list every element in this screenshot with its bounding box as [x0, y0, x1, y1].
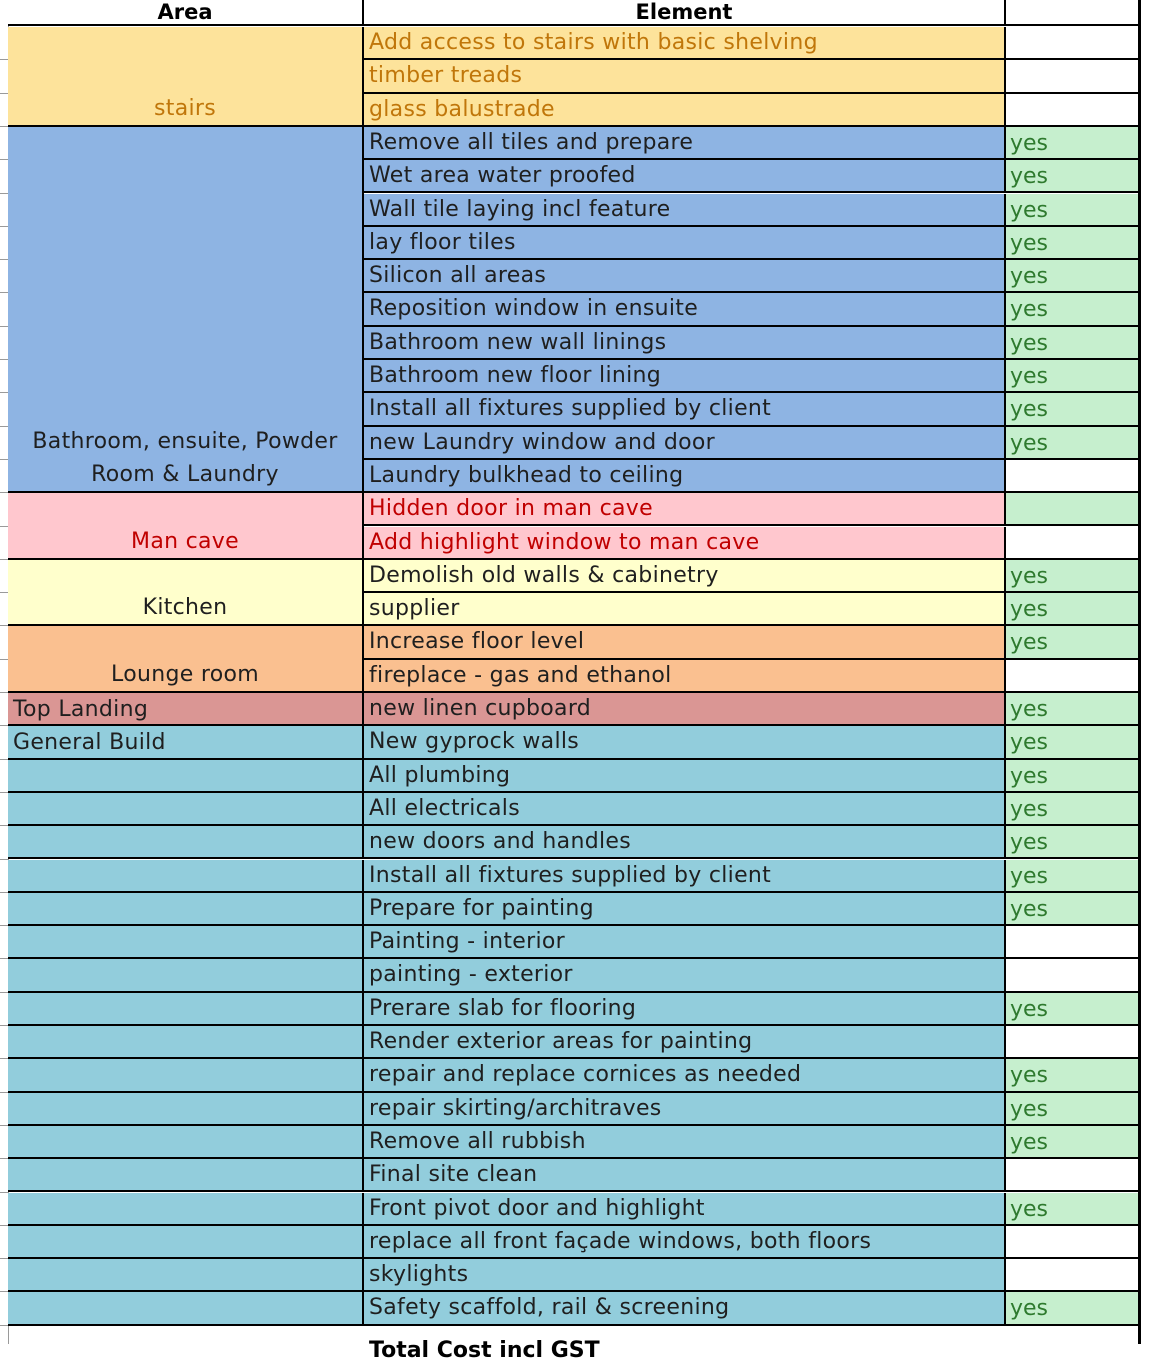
- row-header-tick: [0, 1125, 8, 1126]
- status-cell[interactable]: yes: [1006, 893, 1140, 926]
- row-header-tick: [0, 1058, 8, 1059]
- row-header-tick: [0, 292, 8, 293]
- status-cell[interactable]: yes: [1006, 1059, 1140, 1092]
- element-cell[interactable]: Remove all tiles and prepare: [364, 127, 1006, 160]
- row-header-tick: [0, 492, 8, 493]
- status-cell[interactable]: yes: [1006, 1292, 1140, 1325]
- element-cell[interactable]: Painting - interior: [364, 926, 1006, 959]
- element-cell[interactable]: Bathroom new wall linings: [364, 327, 1006, 360]
- sheet-right-border: [1138, 0, 1141, 1344]
- element-cell[interactable]: All plumbing: [364, 760, 1006, 793]
- element-cell[interactable]: Wet area water proofed: [364, 160, 1006, 193]
- status-cell[interactable]: yes: [1006, 1126, 1140, 1159]
- row-header-tick: [0, 859, 8, 860]
- area-cell-empty[interactable]: [8, 826, 364, 859]
- status-cell[interactable]: yes: [1006, 626, 1140, 659]
- row-header-tick: [0, 359, 8, 360]
- element-cell[interactable]: Render exterior areas for painting: [364, 1026, 1006, 1059]
- area-cell-stairs[interactable]: stairs: [8, 27, 364, 127]
- row-header-tick: [0, 958, 8, 959]
- area-cell-bathroom[interactable]: Bathroom, ensuite, Powder Room & Laundry: [8, 127, 364, 493]
- area-cell-empty[interactable]: [8, 1193, 364, 1226]
- row-header-tick: [0, 193, 8, 194]
- status-cell[interactable]: [1006, 460, 1140, 493]
- row-header-tick: [0, 825, 8, 826]
- element-cell[interactable]: Safety scaffold, rail & screening: [364, 1292, 1006, 1325]
- status-cell[interactable]: yes: [1006, 560, 1140, 593]
- row-header-tick: [0, 392, 8, 393]
- status-cell[interactable]: yes: [1006, 393, 1140, 426]
- status-cell[interactable]: [1006, 60, 1140, 93]
- element-cell[interactable]: Final site clean: [364, 1159, 1006, 1192]
- area-cell-empty[interactable]: [8, 1226, 364, 1259]
- area-cell-empty[interactable]: [8, 1126, 364, 1159]
- element-cell[interactable]: Demolish old walls & cabinetry: [364, 560, 1006, 593]
- element-cell[interactable]: All electricals: [364, 793, 1006, 826]
- row-header-tick: [0, 259, 8, 260]
- row-header-tick: [0, 592, 8, 593]
- row-header-tick: [0, 426, 8, 427]
- row-header-tick: [0, 659, 8, 660]
- element-cell[interactable]: Hidden door in man cave: [364, 493, 1006, 526]
- row-header-tick: [0, 1158, 8, 1159]
- element-cell[interactable]: repair and replace cornices as needed: [364, 1059, 1006, 1092]
- status-cell[interactable]: yes: [1006, 127, 1140, 160]
- total-cost-cell[interactable]: Total Cost incl GST: [369, 1338, 600, 1363]
- row-header-tick: [0, 459, 8, 460]
- element-cell[interactable]: Front pivot door and highlight: [364, 1193, 1006, 1226]
- element-cell[interactable]: Install all fixtures supplied by client: [364, 860, 1006, 893]
- element-cell[interactable]: skylights: [364, 1259, 1006, 1292]
- area-cell-kitchen[interactable]: Kitchen: [8, 560, 364, 627]
- element-cell[interactable]: fireplace - gas and ethanol: [364, 660, 1006, 693]
- row-header-tick: [0, 326, 8, 327]
- status-cell[interactable]: yes: [1006, 427, 1140, 460]
- row-header-tick: [0, 1225, 8, 1226]
- element-cell[interactable]: Prerare slab for flooring: [364, 993, 1006, 1026]
- row-header-tick: [0, 759, 8, 760]
- status-cell[interactable]: [1006, 959, 1140, 992]
- row-header-tick: [0, 692, 8, 693]
- column-header-area[interactable]: Area: [8, 0, 364, 26]
- status-cell[interactable]: yes: [1006, 860, 1140, 893]
- status-cell[interactable]: yes: [1006, 360, 1140, 393]
- status-cell[interactable]: yes: [1006, 1093, 1140, 1126]
- element-cell[interactable]: Add highlight window to man cave: [364, 527, 1006, 560]
- status-cell[interactable]: [1006, 660, 1140, 693]
- area-cell-empty[interactable]: [8, 1259, 364, 1292]
- row-header-tick: [0, 1325, 8, 1326]
- area-cell-empty[interactable]: [8, 893, 364, 926]
- area-cell-mancave[interactable]: Man cave: [8, 493, 364, 560]
- area-cell-empty[interactable]: [8, 860, 364, 893]
- element-cell[interactable]: Prepare for painting: [364, 893, 1006, 926]
- element-cell[interactable]: lay floor tiles: [364, 227, 1006, 260]
- row-header-tick: [0, 93, 8, 94]
- area-cell-empty[interactable]: [8, 1093, 364, 1126]
- area-cell-lounge[interactable]: Lounge room: [8, 626, 364, 693]
- row-header-tick: [0, 1291, 8, 1292]
- element-cell[interactable]: glass balustrade: [364, 94, 1006, 127]
- row-header-tick: [0, 226, 8, 227]
- status-cell[interactable]: yes: [1006, 726, 1140, 759]
- area-cell-empty[interactable]: [8, 926, 364, 959]
- status-cell[interactable]: yes: [1006, 593, 1140, 626]
- status-cell[interactable]: yes: [1006, 1193, 1140, 1226]
- row-header-tick: [0, 159, 8, 160]
- status-cell[interactable]: yes: [1006, 826, 1140, 859]
- row-header-tick: [0, 526, 8, 527]
- area-cell-landing[interactable]: Top Landing: [8, 693, 364, 726]
- status-cell[interactable]: yes: [1006, 194, 1140, 227]
- status-cell[interactable]: yes: [1006, 293, 1140, 326]
- status-cell[interactable]: yes: [1006, 993, 1140, 1026]
- area-cell-empty[interactable]: [8, 959, 364, 992]
- status-cell[interactable]: [1006, 926, 1140, 959]
- element-cell[interactable]: Reposition window in ensuite: [364, 293, 1006, 326]
- area-cell-general[interactable]: General Build: [8, 726, 364, 759]
- status-cell[interactable]: [1006, 493, 1140, 526]
- row-header-tick: [0, 1192, 8, 1193]
- status-cell[interactable]: yes: [1006, 160, 1140, 193]
- element-cell[interactable]: supplier: [364, 593, 1006, 626]
- area-cell-empty[interactable]: [8, 993, 364, 1026]
- element-cell[interactable]: Laundry bulkhead to ceiling: [364, 460, 1006, 493]
- element-cell[interactable]: repair skirting/architraves: [364, 1093, 1006, 1126]
- status-cell[interactable]: [1006, 1026, 1140, 1059]
- element-cell[interactable]: New gyprock walls: [364, 726, 1006, 759]
- status-cell[interactable]: yes: [1006, 260, 1140, 293]
- element-cell[interactable]: Wall tile laying incl feature: [364, 194, 1006, 227]
- status-cell[interactable]: yes: [1006, 693, 1140, 726]
- area-cell-empty[interactable]: [8, 1026, 364, 1059]
- status-cell[interactable]: [1006, 27, 1140, 60]
- element-cell[interactable]: new doors and handles: [364, 826, 1006, 859]
- row-header-tick: [0, 625, 8, 626]
- element-cell[interactable]: timber treads: [364, 60, 1006, 93]
- row-header-tick: [0, 725, 8, 726]
- status-cell[interactable]: [1006, 1159, 1140, 1192]
- row-header-tick: [0, 126, 8, 127]
- status-cell[interactable]: yes: [1006, 327, 1140, 360]
- element-cell[interactable]: Increase floor level: [364, 626, 1006, 659]
- status-cell[interactable]: [1006, 527, 1140, 560]
- area-cell-empty[interactable]: [8, 793, 364, 826]
- area-cell-empty[interactable]: [8, 1059, 364, 1092]
- row-header-tick: [0, 1025, 8, 1026]
- element-cell[interactable]: new Laundry window and door: [364, 427, 1006, 460]
- status-cell[interactable]: yes: [1006, 760, 1140, 793]
- element-cell[interactable]: new linen cupboard: [364, 693, 1006, 726]
- status-cell[interactable]: [1006, 94, 1140, 127]
- element-cell[interactable]: Bathroom new floor lining: [364, 360, 1006, 393]
- element-cell[interactable]: replace all front façade windows, both floors: [364, 1226, 1006, 1259]
- row-header-tick: [0, 1258, 8, 1259]
- element-cell[interactable]: Install all fixtures supplied by client: [364, 393, 1006, 426]
- element-cell[interactable]: painting - exterior: [364, 959, 1006, 992]
- status-cell[interactable]: [1006, 1259, 1140, 1292]
- area-cell-empty[interactable]: [8, 760, 364, 793]
- element-cell[interactable]: Add access to stairs with basic shelving: [364, 27, 1006, 60]
- status-cell[interactable]: yes: [1006, 227, 1140, 260]
- row-header-tick: [0, 925, 8, 926]
- element-cell[interactable]: Remove all rubbish: [364, 1126, 1006, 1159]
- status-cell[interactable]: [1006, 1226, 1140, 1259]
- column-header-status[interactable]: [1006, 0, 1140, 26]
- element-cell[interactable]: Silicon all areas: [364, 260, 1006, 293]
- status-cell[interactable]: yes: [1006, 793, 1140, 826]
- row-header-tick: [0, 792, 8, 793]
- column-header-element[interactable]: Element: [364, 0, 1006, 26]
- row-header-tick: [0, 1092, 8, 1093]
- row-header-tick: [0, 892, 8, 893]
- row-header-tick: [0, 559, 8, 560]
- row-header-tick: [0, 59, 8, 60]
- area-cell-empty[interactable]: [8, 1159, 364, 1192]
- area-cell-empty[interactable]: [8, 1292, 364, 1325]
- row-header-tick: [0, 992, 8, 993]
